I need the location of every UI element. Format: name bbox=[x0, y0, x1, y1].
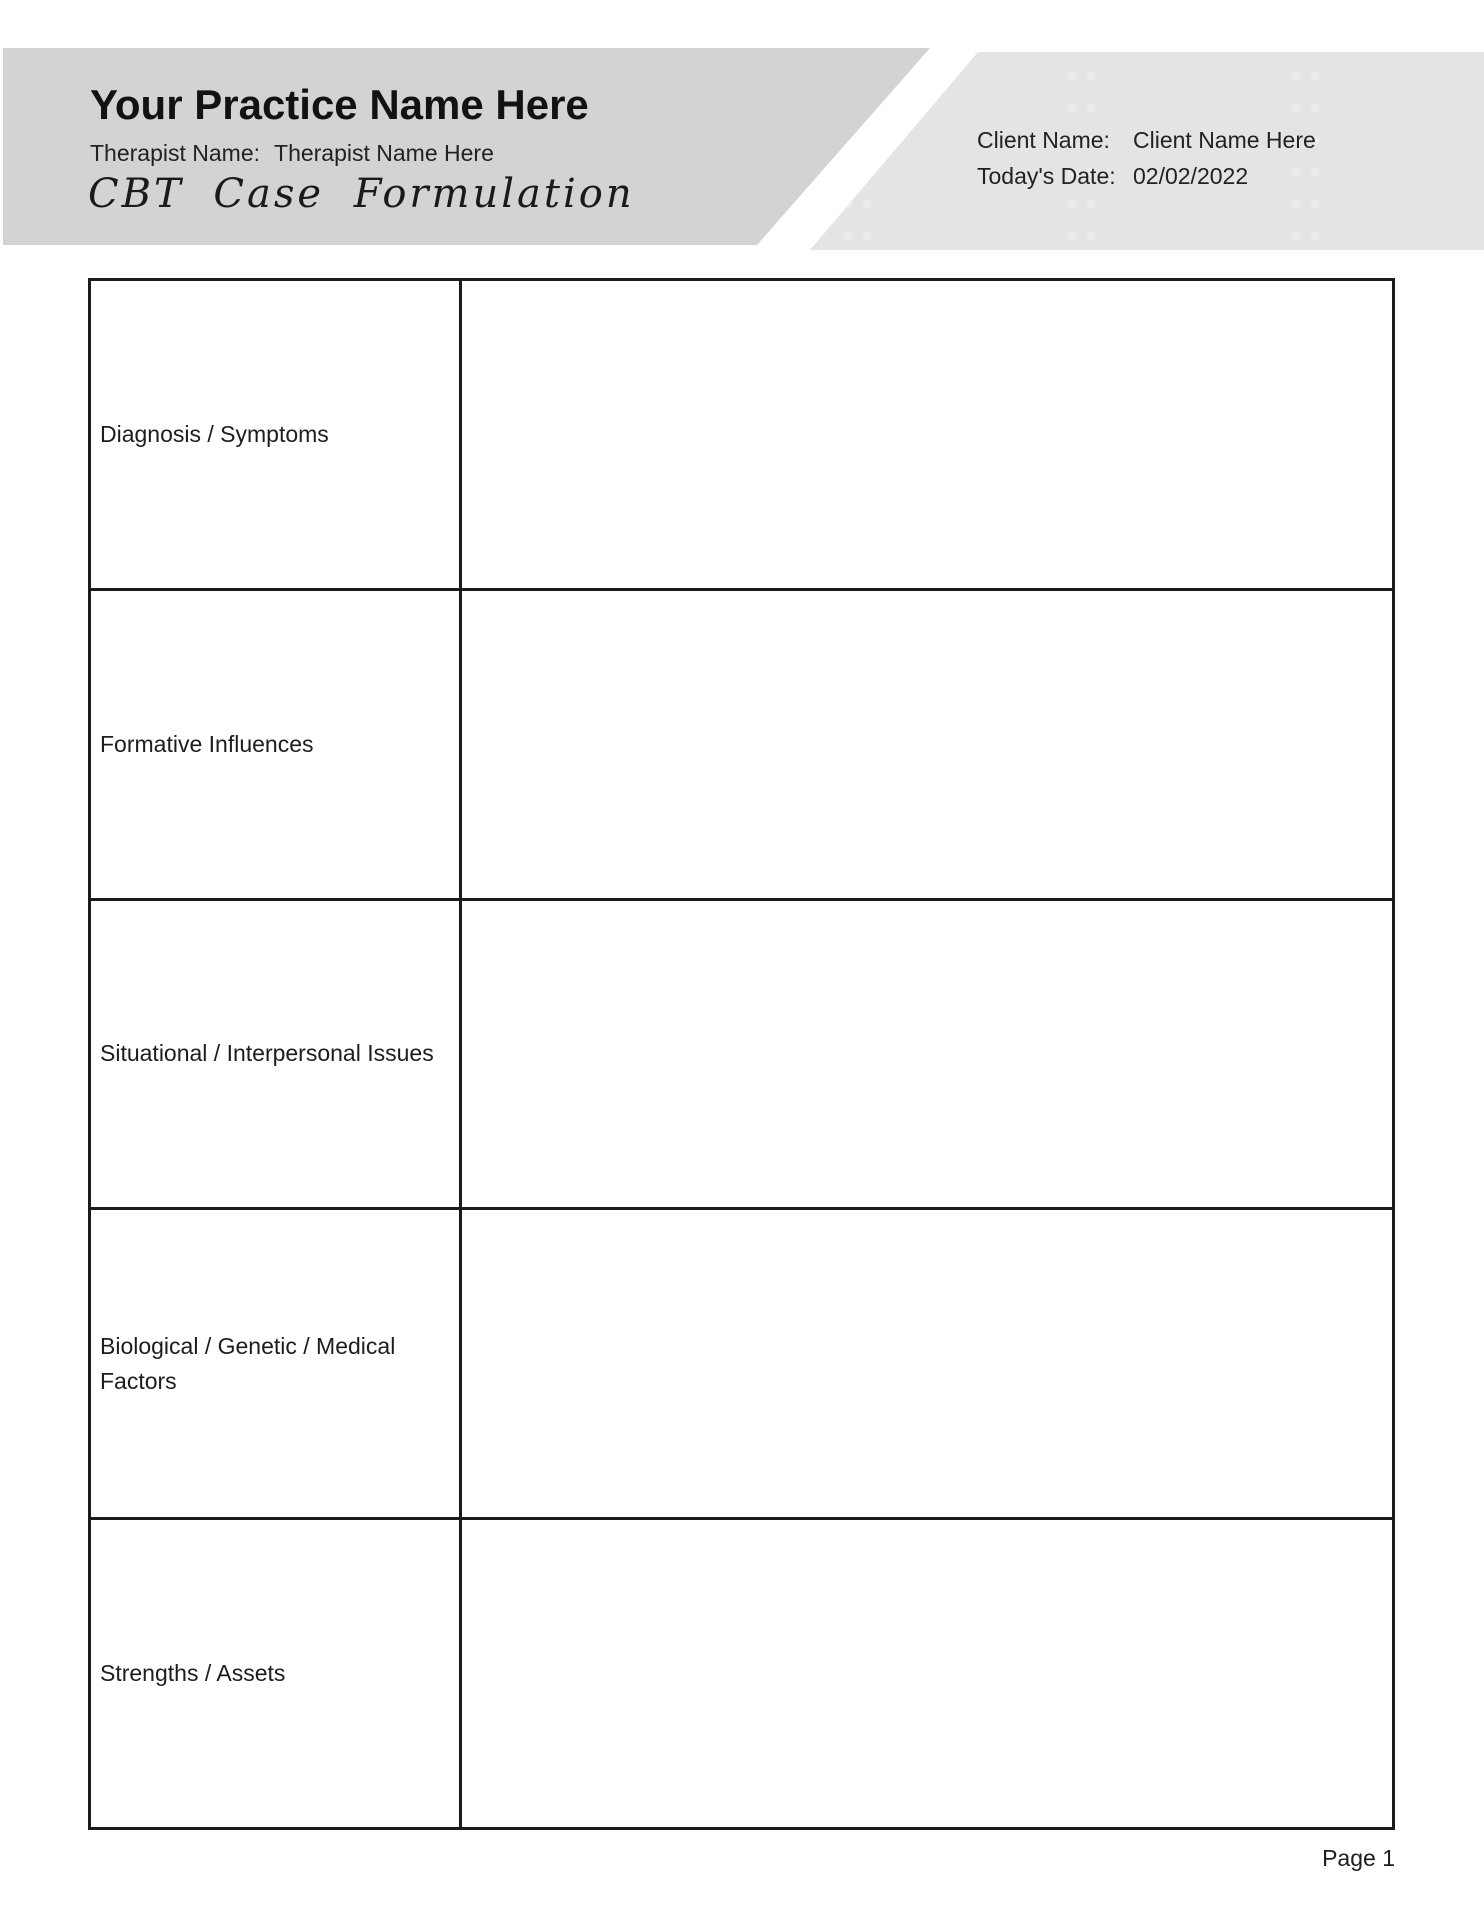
row-strengths-assets bbox=[91, 1517, 1392, 1827]
row-diagnosis-symptoms bbox=[91, 281, 1392, 588]
therapist-name-value[interactable]: Therapist Name Here bbox=[274, 140, 494, 166]
row-label-strengths-assets: Strengths / Assets bbox=[91, 1520, 462, 1827]
client-name-line bbox=[977, 122, 1316, 158]
case-formulation-table bbox=[88, 278, 1395, 1830]
page-number: Page 1 bbox=[1322, 1845, 1395, 1871]
row-label-formative-influences: Formative Influences bbox=[91, 591, 462, 898]
row-input-diagnosis-symptoms[interactable] bbox=[462, 281, 1392, 588]
row-input-strengths-assets[interactable] bbox=[462, 1520, 1392, 1827]
form-title: CBT Case Formulation bbox=[88, 171, 635, 217]
row-label-situational-interpersonal-issues: Situational / Interpersonal Issues bbox=[91, 901, 462, 1208]
practice-name: Your Practice Name Here bbox=[90, 81, 589, 128]
therapist-name-label: Therapist Name: bbox=[90, 140, 261, 166]
date-label: Today's Date: bbox=[977, 163, 1116, 189]
date-value[interactable]: 02/02/2022 bbox=[1133, 163, 1249, 189]
row-label-biological-genetic-medical-factors: Biological / Genetic / Medical Factors bbox=[91, 1210, 462, 1517]
date-line bbox=[977, 158, 1316, 194]
row-input-biological-genetic-medical-factors[interactable] bbox=[462, 1210, 1392, 1517]
row-situational-interpersonal-issues bbox=[91, 898, 1392, 1208]
row-input-situational-interpersonal-issues[interactable] bbox=[462, 901, 1392, 1208]
client-info-block bbox=[977, 122, 1316, 194]
row-label-diagnosis-symptoms: Diagnosis / Symptoms bbox=[91, 281, 462, 588]
client-name-value[interactable]: Client Name Here bbox=[1133, 127, 1316, 153]
therapist-name-line bbox=[90, 138, 494, 168]
client-name-label: Client Name: bbox=[977, 127, 1110, 153]
row-biological-genetic-medical-factors bbox=[91, 1207, 1392, 1517]
row-input-formative-influences[interactable] bbox=[462, 591, 1392, 898]
row-formative-influences bbox=[91, 588, 1392, 898]
